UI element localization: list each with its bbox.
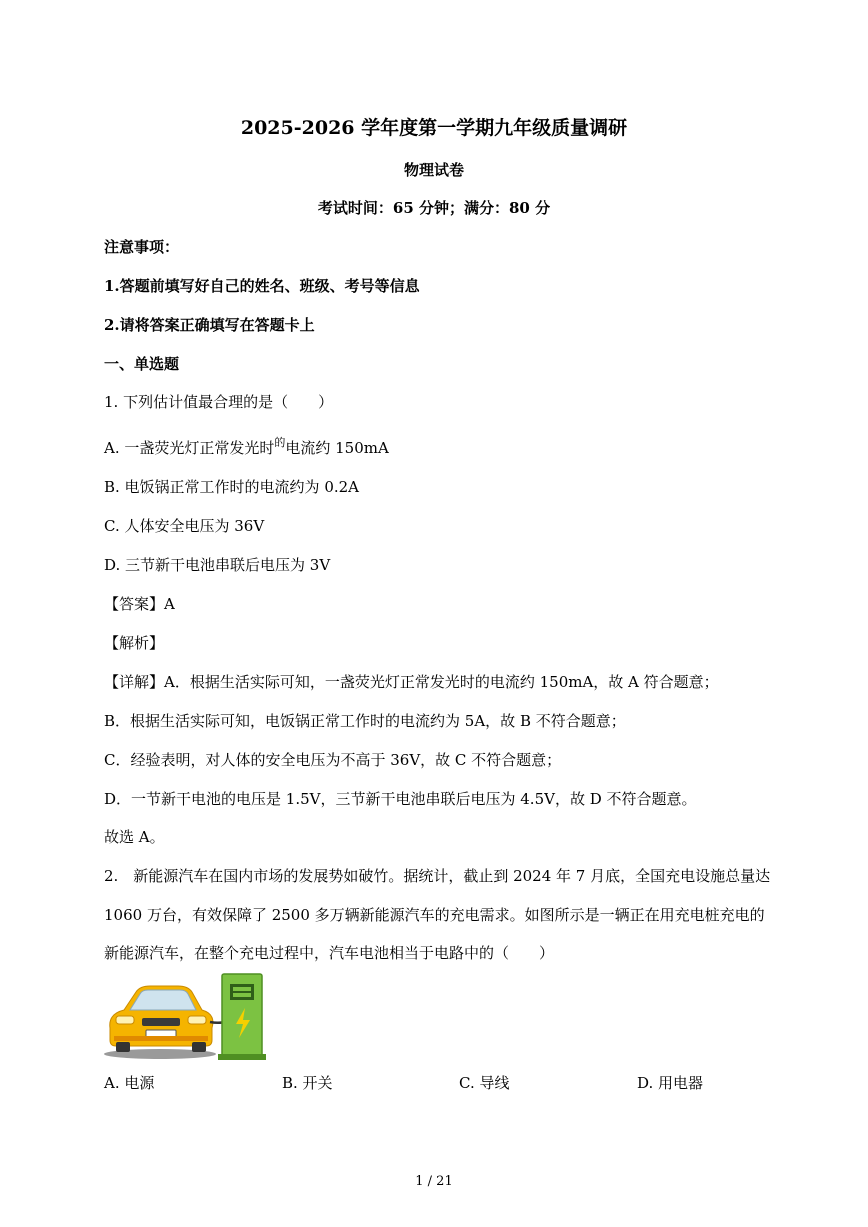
page-number: 1 / 21 [415,1174,453,1189]
question-1-option-c: C. 人体安全电压为 36V [104,517,265,535]
question-1-conclusion: 故选 A。 [104,828,165,846]
option-a-superscript: 的 [274,436,286,449]
exam-info: 考试时间：65 分钟；满分：80 分 [317,199,551,217]
question-2-stem-line-3: 新能源汽车，在整个充电过程中，汽车电池相当于电路中的（ ） [104,944,555,962]
question-1-detail-4: D．一节新干电池的电压是 1.5V，三节新干电池串联后电压为 4.5V，故 D 不符合题意。 [104,790,697,808]
question-2-stem-line-1: 2. 新能源汽车在国内市场的发展势如破竹。据统计，截止到 2024 年 7 月底，全国充电设施总量达 [104,867,771,885]
subject-title: 物理试卷 [403,161,464,179]
option-a-text-post: 电流约 150mA [285,439,389,457]
option-a-text-pre: A. 一盏荧光灯正常发光时 [104,439,275,457]
question-1-option-b: B. 电饭锅正常工作时的电流约为 0.2A [104,478,360,496]
question-2-option-b: B. 开关 [282,1074,333,1092]
question-2-option-c: C. 导线 [459,1074,510,1092]
question-2-option-a: A. 电源 [104,1074,155,1092]
ev-charging-image [102,970,268,1062]
question-2-stem-line-2: 1060 万台，有效保障了 2500 多万辆新能源汽车的充电需求。如图所示是一辆正在用充电桩充电的 [104,906,765,924]
question-1-stem: 1. 下列估计值最合理的是（ ） [104,393,334,411]
notice-item-2: 2.请将答案正确填写在答题卡上 [104,316,315,334]
question-2-option-d: D. 用电器 [637,1074,704,1092]
question-1-detail-1: 【详解】A．根据生活实际可知，一盏荧光灯正常发光时的电流约 150mA，故 A 符合题意； [104,673,719,691]
question-1-option-d: D. 三节新干电池串联后电压为 3V [104,556,331,574]
question-1-analysis-label: 【解析】 [104,634,165,652]
section-heading: 一、单选题 [104,355,180,373]
notice-item-1: 1.答题前填写好自己的姓名、班级、考号等信息 [104,277,420,295]
page-title: 2025-2026 学年度第一学期九年级质量调研 [240,117,628,139]
question-1-detail-2: B．根据生活实际可知，电饭锅正常工作时的电流约为 5A，故 B 不符合题意； [104,712,626,730]
question-1-option-a [104,438,389,460]
question-1-answer: 【答案】A [104,595,175,613]
car-illustration [110,986,213,1052]
charging-station-illustration [218,974,266,1060]
notice-heading: 注意事项： [104,238,180,256]
question-1-detail-3: C．经验表明，对人体的安全电压为不高于 36V，故 C 不符合题意； [104,751,562,769]
